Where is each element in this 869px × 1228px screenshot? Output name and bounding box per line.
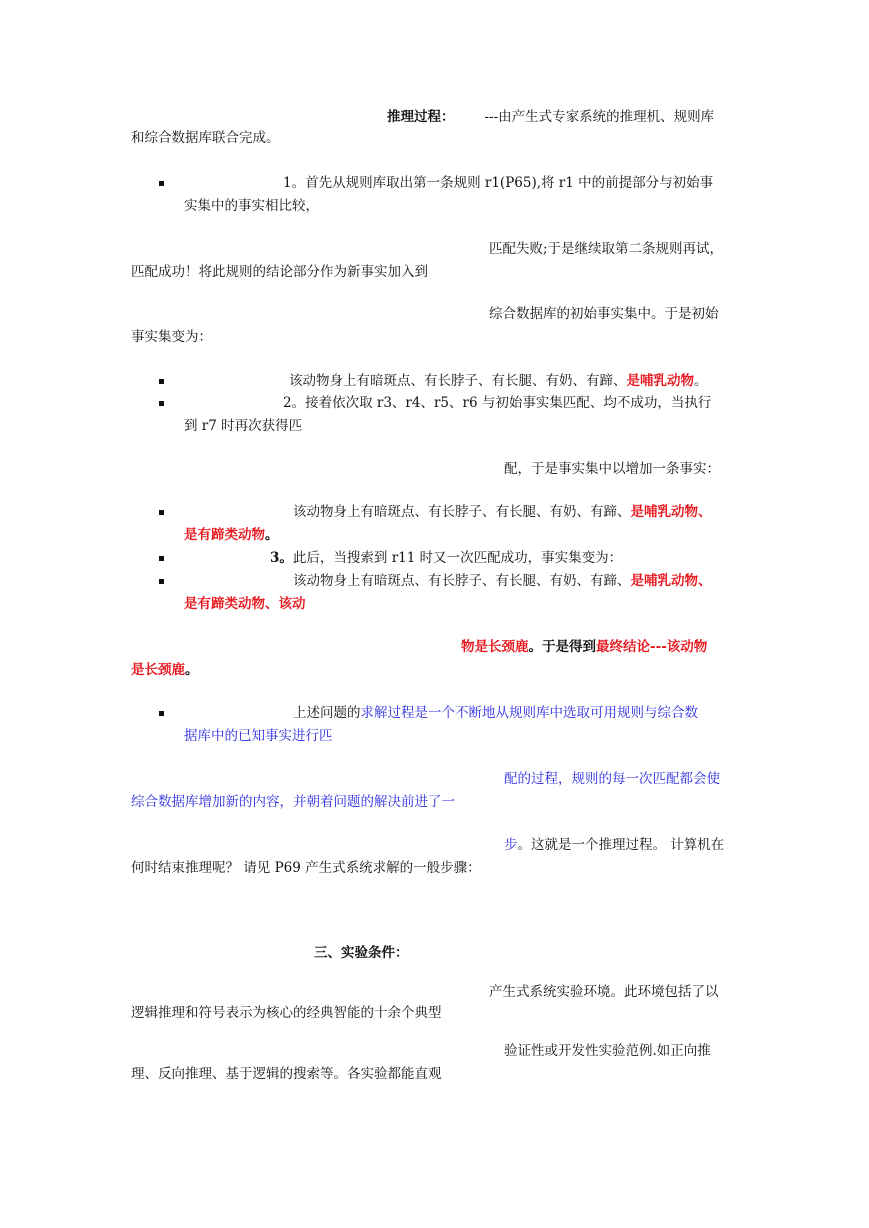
summary-line-6: 何时结束推理呢？ 请见 P69 产生式系统求解的一般步骤： — [131, 860, 481, 876]
bullet-icon — [159, 510, 164, 515]
fact2-highlight-2: 是有蹄类动物 — [184, 527, 265, 543]
summary-blue-5: 步 — [504, 837, 518, 853]
fact1-highlight: 是哺乳动物 — [626, 373, 694, 389]
step3-text: 此后，当搜索到 r11 时又一次匹配成功，事实集变为： — [292, 550, 623, 566]
fact3-end: 。 — [185, 662, 199, 678]
step2-line-3: 配，于是事实集中以增加一条事实： — [504, 461, 720, 477]
summary-line-3: 配的过程，规则的每一次匹配都会使 — [504, 771, 720, 787]
step2-line-2: 到 r7 时再次获得匹 — [184, 418, 303, 434]
fact3-highlight-3: 物是长颈鹿 — [461, 639, 529, 655]
summary-line-5 — [504, 836, 724, 854]
fact2-line-1 — [293, 503, 712, 521]
section3-line-4: 理、反向推理、基于逻辑的搜索等。各实验都能直观 — [131, 1066, 442, 1082]
step1-line-3: 匹配失败;于是继续取第二条规则再试， — [489, 241, 724, 257]
summary-prefix: 上述问题的 — [293, 705, 361, 721]
fact1-text: 该动物身上有暗斑点、有长脖子、有长腿、有奶、有蹄、 — [289, 373, 627, 389]
section3-line-3: 验证性或开发性实验范例.如正向推 — [504, 1043, 711, 1059]
fact3-line-1 — [293, 572, 712, 590]
fact3-line-4 — [131, 661, 199, 679]
fact3-conclusion: 最终结论---该动物 — [596, 639, 708, 655]
bullet-icon — [159, 556, 164, 561]
step2-line-1: 2。接着依次取 r3、r4、r5、r6 与初始事实集匹配、均不成功，当执行 — [283, 395, 712, 411]
fact3-text: 该动物身上有暗斑点、有长脖子、有长腿、有奶、有蹄、 — [293, 573, 631, 589]
summary-line-4: 综合数据库增加新的内容，并朝着问题的解决前进了一 — [131, 794, 455, 810]
section3-line-1: 产生式系统实验环境。此环境包括了以 — [489, 984, 719, 1000]
fact3-line-2 — [184, 595, 306, 613]
step3-num: 3。 — [270, 550, 293, 566]
bullet-icon — [159, 379, 164, 384]
step1-line-5: 综合数据库的初始事实集中。于是初始 — [489, 306, 719, 322]
bullet-icon — [159, 181, 164, 186]
fact2-line-2 — [184, 526, 279, 544]
summary-line-1 — [293, 704, 698, 722]
step1-line-6: 事实集变为： — [131, 329, 212, 345]
intro-line-1 — [387, 108, 714, 126]
step1-line-4: 匹配成功！将此规则的结论部分作为新事实加入到 — [131, 264, 428, 280]
bullet-icon — [159, 579, 164, 584]
step1-line-1: 1。首先从规则库取出第一条规则 r1(P65),将 r1 中的前提部分与初始事 — [283, 175, 714, 191]
fact1-line — [289, 372, 708, 390]
step1-line-2: 实集中的事实相比较， — [184, 198, 319, 214]
summary-line-end: 。这就是一个推理过程。 计算机在 — [517, 837, 725, 853]
summary-line-2: 据库中的已知事实进行匹 — [184, 728, 333, 744]
intro-title: 推理过程： — [387, 109, 455, 125]
section3-heading: 三、实验条件： — [314, 945, 409, 961]
fact3-answer: 是长颈鹿 — [131, 662, 185, 678]
fact2-end: 。 — [265, 527, 279, 543]
step3-line — [270, 549, 622, 567]
bullet-icon — [159, 711, 164, 716]
fact2-text: 该动物身上有暗斑点、有长脖子、有长腿、有奶、有蹄、 — [293, 504, 631, 520]
fact2-highlight-1: 是哺乳动物、 — [630, 504, 712, 520]
fact3-mid: 。于是得到 — [528, 639, 596, 655]
intro-dash-text: ---由产生式专家系统的推理机、规则库 — [484, 109, 715, 125]
fact3-line-3 — [461, 638, 707, 656]
intro-line-2: 和综合数据库联合完成。 — [131, 130, 280, 146]
section3-line-2: 逻辑推理和符号表示为核心的经典智能的十余个典型 — [131, 1005, 442, 1021]
summary-blue-1: 求解过程是一个不断地从规则库中选取可用规则与综合数 — [360, 705, 698, 721]
bullet-icon — [159, 401, 164, 406]
fact3-highlight-1: 是哺乳动物、 — [630, 573, 712, 589]
fact1-end: 。 — [694, 373, 708, 389]
fact3-highlight-2: 是有蹄类动物、该动 — [184, 596, 306, 612]
